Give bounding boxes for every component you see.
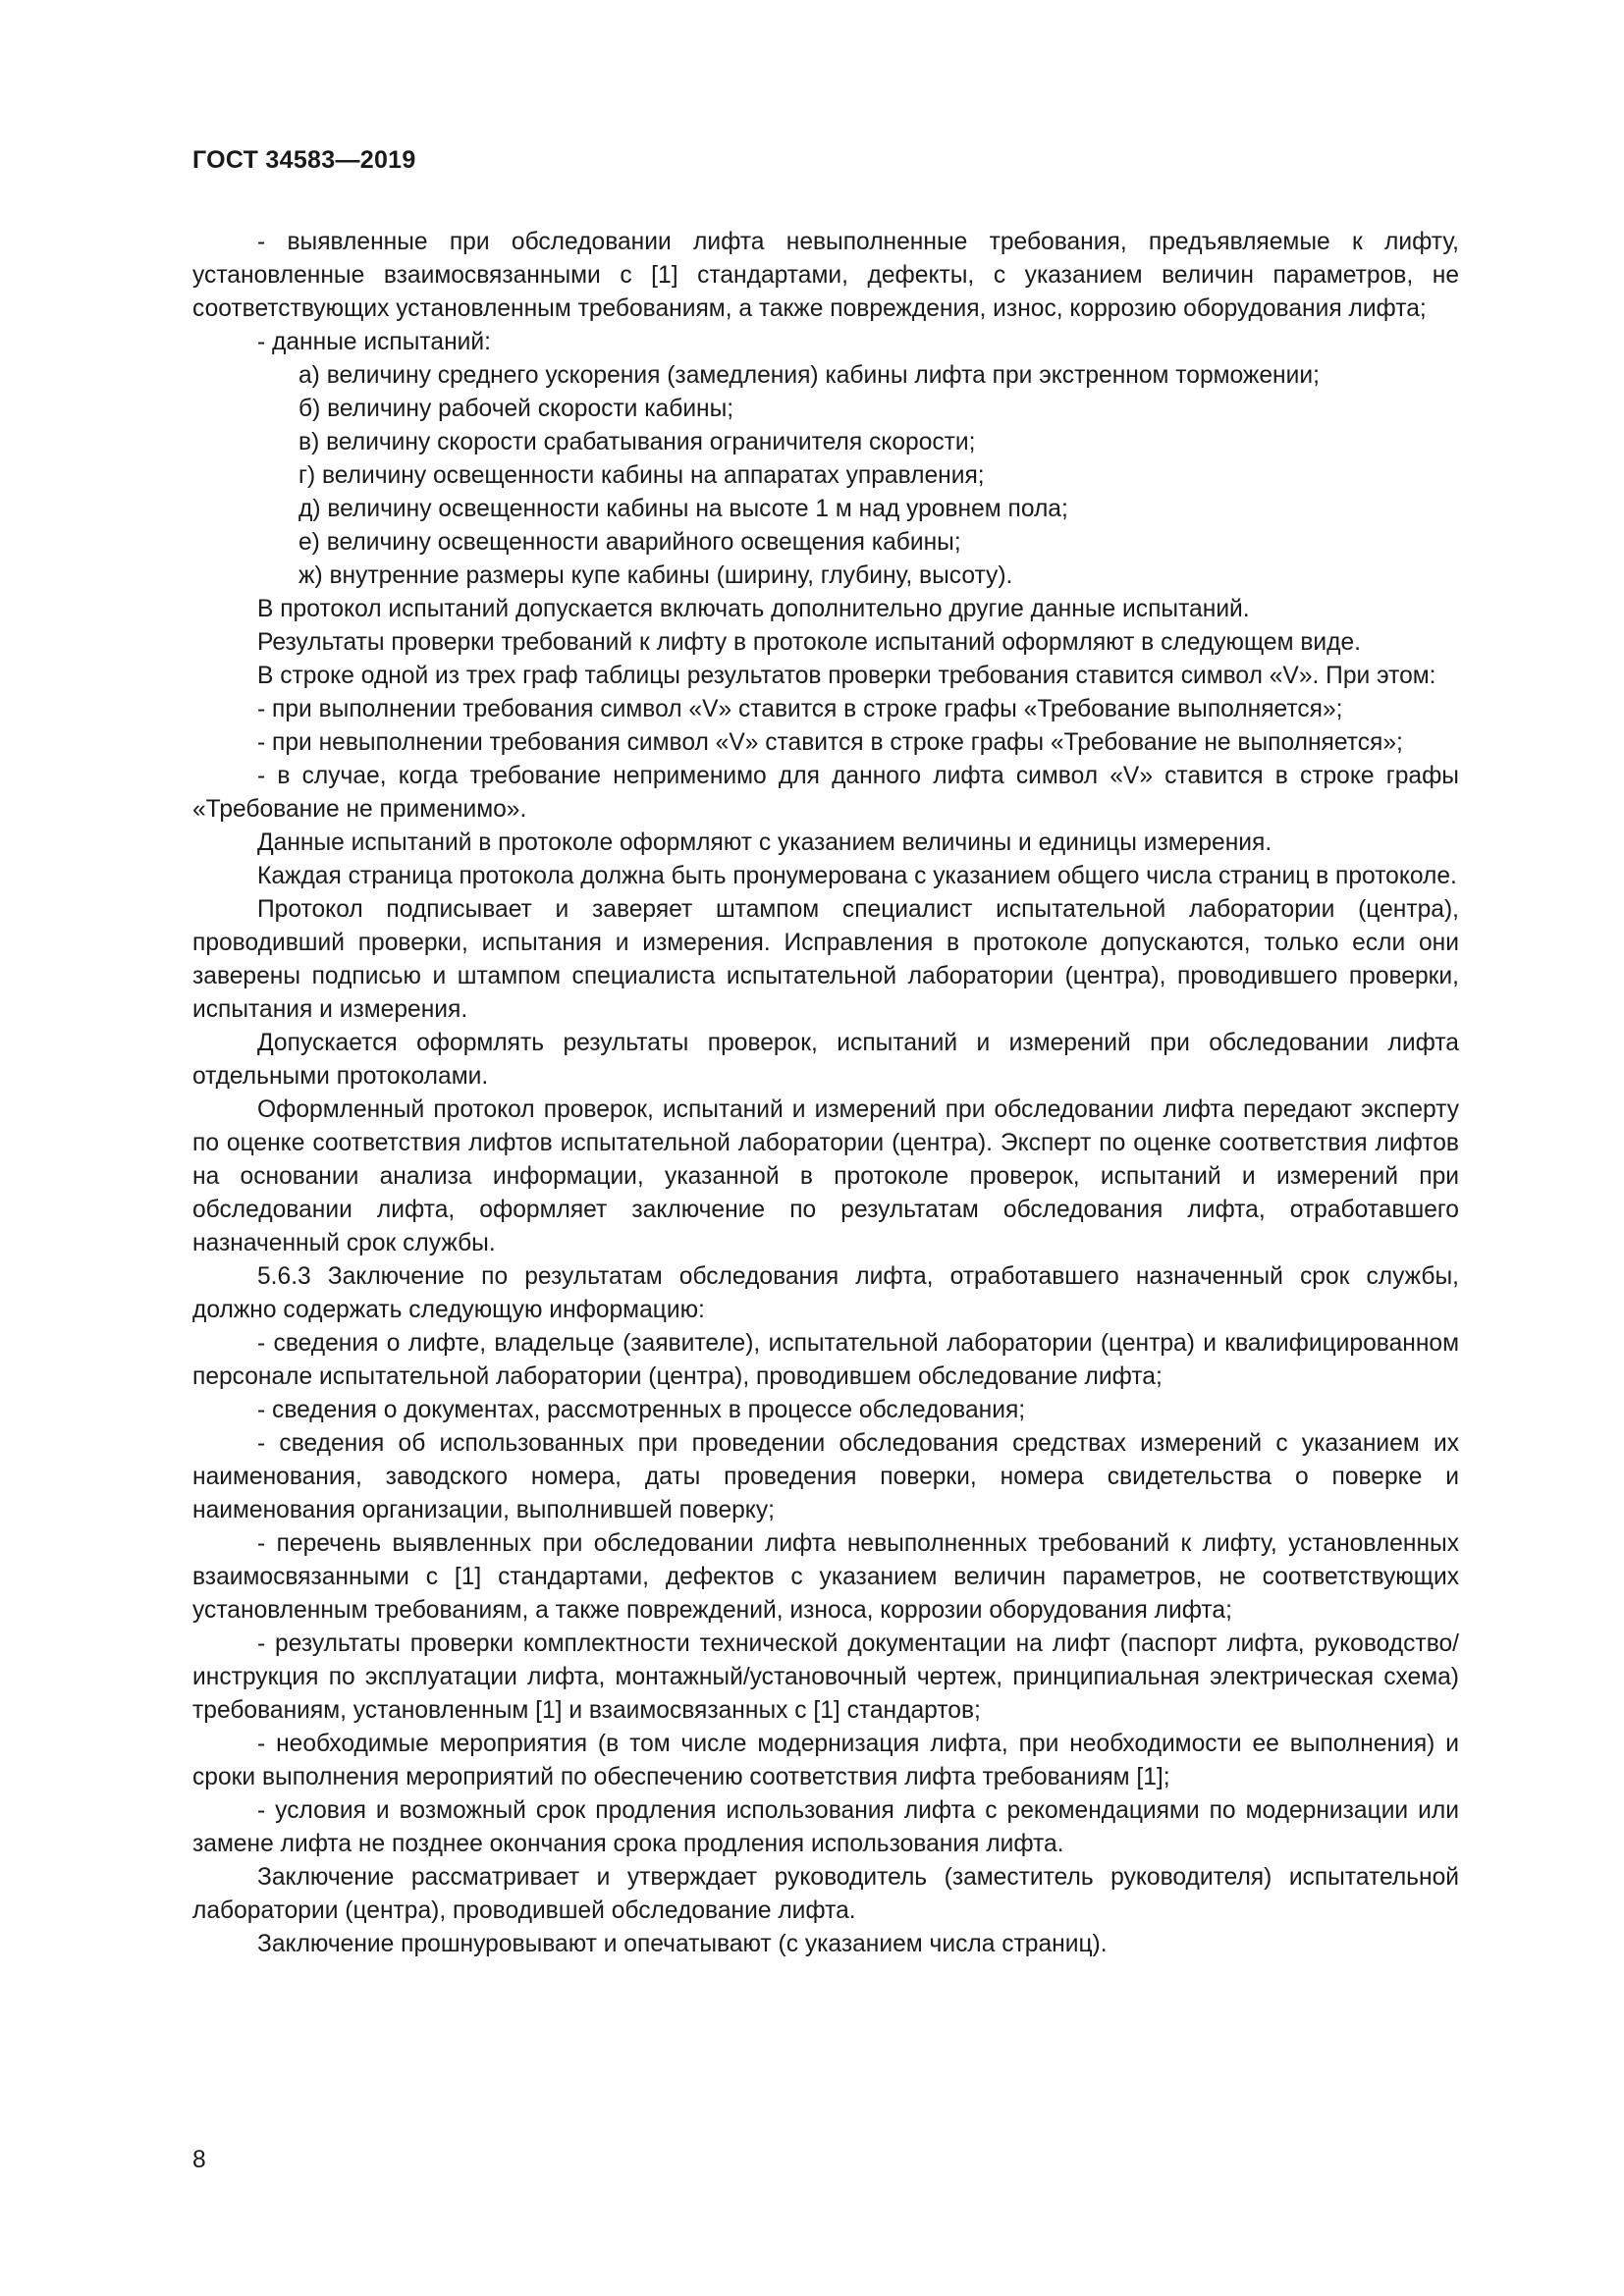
paragraph: В строке одной из трех граф таблицы результатов проверки требования ставится символ «V». При этом: xyxy=(257,663,1436,689)
list-item: г) величину освещенности кабины на аппаратах управления; xyxy=(298,462,985,489)
paragraph: - выявленные при обследовании лифта невыполненные требования, предъявляемые к лифту, установленные взаимосвязанными с [1] стандартами, дефекты, с указанием величин параметров, не соответствующих установленным требованиям, а также повреждения, износ, коррозию оборудования лифта; xyxy=(192,229,1459,322)
paragraph: Протокол подписывает и заверяет штампом специалист испытательной лаборатории (центра), проводивший проверки, испытания и измерения. Исправления в протоколе допускаются, только если они заверены подписью и штампом специалиста испытательной лаборатории (центра), проводившего проверки, испытания и измерения. xyxy=(192,896,1459,1023)
document-body xyxy=(192,226,1459,1961)
paragraph: В протокол испытаний допускается включать дополнительно другие данные испытаний. xyxy=(257,596,1250,622)
paragraph: - при выполнении требования символ «V» ставится в строке графы «Требование выполняется»; xyxy=(257,696,1343,722)
paragraph: - в случае, когда требование неприменимо для данного лифта символ «V» ставится в строке графы «Требование не применимо». xyxy=(192,763,1459,823)
list-item: а) величину среднего ускорения (замедления) кабины лифта при экстренном торможении; xyxy=(298,362,1320,389)
paragraph: - условия и возможный срок продления использования лифта с рекомендациями по модернизации или замене лифта не позднее окончания срока продления использования лифта. xyxy=(192,1797,1459,1857)
list-item: б) величину рабочей скорости кабины; xyxy=(298,396,734,422)
paragraph: Заключение прошнуровывают и опечатывают (с указанием числа страниц). xyxy=(257,1931,1108,1957)
list-item: ж) внутренние размеры купе кабины (ширину, глубину, высоту). xyxy=(298,562,1013,589)
paragraph: - сведения о лифте, владельце (заявителе), испытательной лаборатории (центра) и квалифицированном персонале испытательной лаборатории (центра), проводившем обследование лифта; xyxy=(192,1330,1459,1390)
paragraph: - при невыполнении требования символ «V» ставится в строке графы «Требование не выполняется»; xyxy=(257,729,1403,756)
paragraph: - сведения об использованных при проведении обследования средствах измерений с указанием их наименования, заводского номера, даты проведения поверки, номера свидетельства о поверке и наименования организации, выполнившей поверку; xyxy=(192,1430,1459,1523)
paragraph: Каждая страница протокола должна быть пронумерована с указанием общего числа страниц в протоколе. xyxy=(257,863,1457,889)
paragraph: - данные испытаний: xyxy=(257,329,491,355)
paragraph: Допускается оформлять результаты проверок, испытаний и измерений при обследовании лифта отдельными протоколами. xyxy=(192,1030,1459,1090)
list-item: е) величину освещенности аварийного освещения кабины; xyxy=(298,529,961,556)
standard-header: ГОСТ 34583—2019 xyxy=(192,146,416,174)
document-page xyxy=(192,145,1459,2226)
paragraph: Оформленный протокол проверок, испытаний и измерений при обследовании лифта передают эксперту по оценке соответствия лифтов испытательной лаборатории (центра). Эксперт по оценке соответствия лифтов на основании анализа информации, указанной в протоколе проверок, испытаний и измерений при обследовании лифта, оформляет заключение по результатам обследования лифта, отработавшего назначенный срок службы. xyxy=(192,1096,1459,1256)
paragraph: - сведения о документах, рассмотренных в процессе обследования; xyxy=(257,1397,1026,1423)
paragraph: - перечень выявленных при обследовании лифта невыполненных требований к лифту, установленных взаимосвязанными с [1] стандартами, дефектов с указанием величин параметров, не соответствующих установленным требованиям, а также повреждений, износа, коррозии оборудования лифта; xyxy=(192,1530,1459,1624)
paragraph: Результаты проверки требований к лифту в протоколе испытаний оформляют в следующем виде. xyxy=(257,629,1361,656)
paragraph: Заключение рассматривает и утверждает руководитель (заместитель руководителя) испытательной лаборатории (центра), проводившей обследование лифта. xyxy=(192,1864,1459,1924)
list-item: в) величину скорости срабатывания ограничителя скорости; xyxy=(298,429,976,455)
page-number: 8 xyxy=(192,2147,206,2173)
paragraph: 5.6.3 Заключение по результатам обследования лифта, отработавшего назначенный срок службы, должно содержать следующую информацию: xyxy=(192,1263,1459,1323)
paragraph: Данные испытаний в протоколе оформляют с указанием величины и единицы измерения. xyxy=(257,829,1272,856)
list-item: д) величину освещенности кабины на высоте 1 м над уровнем пола; xyxy=(298,496,1068,522)
paragraph: - результаты проверки комплектности технической документации на лифт (паспорт лифта, руководство/инструкция по эксплуатации лифта, монтажный/установочный чертеж, принципиальная электрическая схема) требованиям, установленным [1] и взаимосвязанных с [1] стандартов; xyxy=(192,1630,1459,1724)
paragraph: - необходимые мероприятия (в том числе модернизация лифта, при необходимости ее выполнения) и сроки выполнения мероприятий по обеспечению соответствия лифта требованиям [1]; xyxy=(192,1731,1459,1790)
